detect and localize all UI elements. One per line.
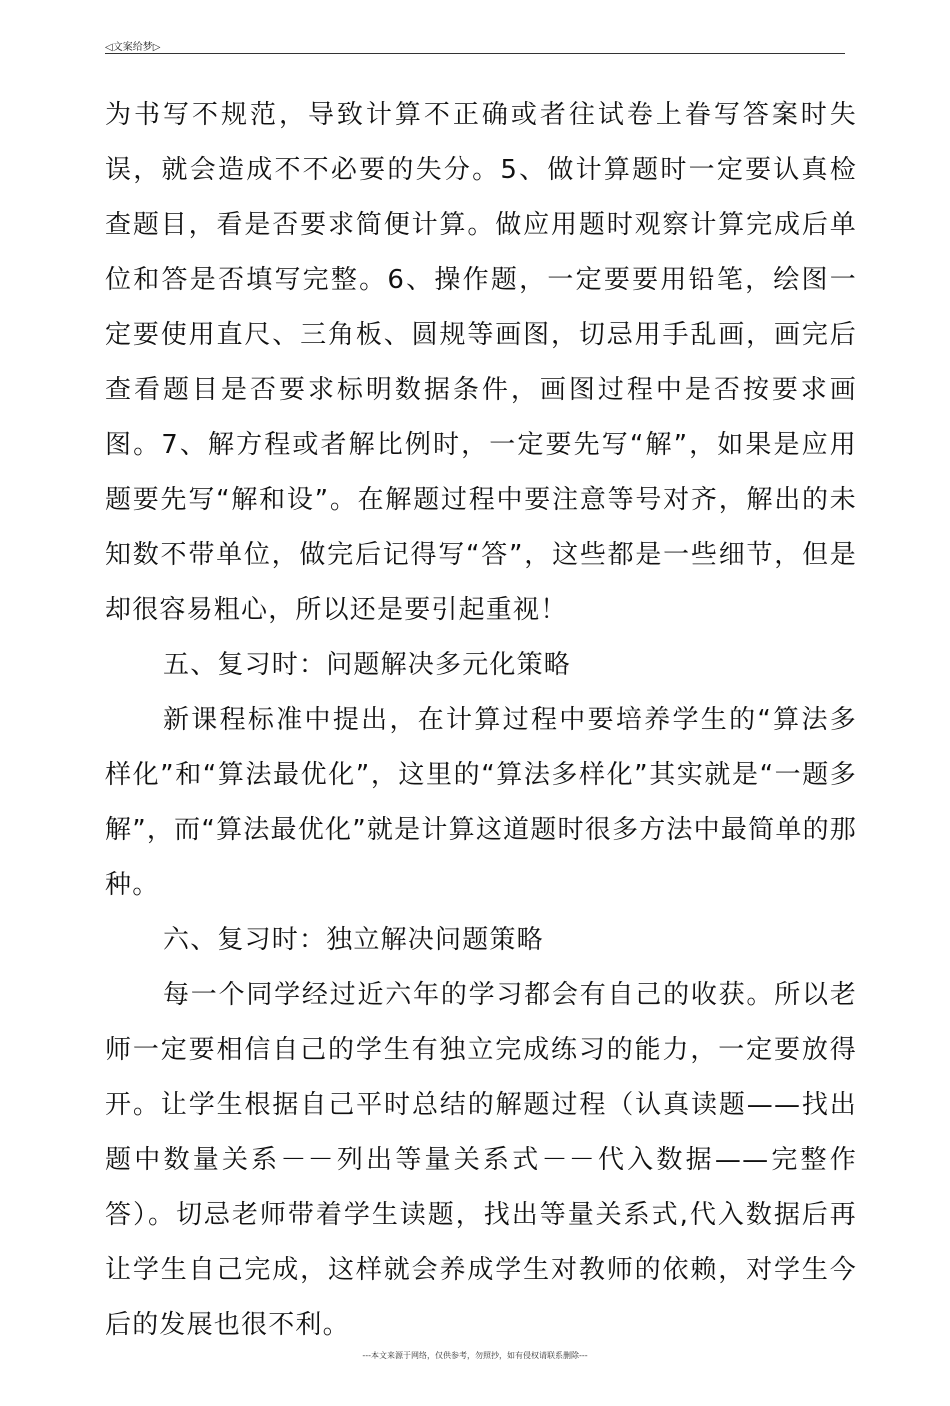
section-heading-five: 五、复习时：问题解决多元化策略 (163, 650, 572, 680)
header-divider (105, 53, 845, 54)
paragraph-independent-solving: 每一个同学经过近六年的学习都会有自己的收获。所以老师一定要相信自己的学生有独立完成练习的能力，一定要放得开。让学生根据自己平时总结的解题过程（认真读题——找出题中数量关系－－列出等量关系式－－代入数据——完整作答）。切忌老师带着学生读题，找出等量关系式,代入数据后再让学生自己完成，这样就会养成学生对教师的依赖，对学生今后的发展也很不利。 (105, 980, 857, 1340)
page-footer: ---本文来源于网络，仅供参考，勿照抄，如有侵权请联系删除--- (362, 1351, 588, 1360)
document-body (105, 88, 857, 1353)
paragraph-algorithm-diversity: 新课程标准中提出，在计算过程中要培养学生的“算法多样化”和“算法最优化”，这里的“算法多样化”其实就是“一题多解”，而“算法最优化”就是计算这道题时很多方法中最简单的那种。 (105, 705, 857, 900)
section-heading-six: 六、复习时：独立解决问题策略 (163, 925, 544, 955)
page-header: ◁文案给梦▷ (105, 42, 161, 53)
paragraph-tips-continued: 为书写不规范，导致计算不正确或者往试卷上眷写答案时失误，就会造成不不必要的失分。5、做计算题时一定要认真检查题目，看是否要求简便计算。做应用题时观察计算完成后单位和答是否填写完整。6、操作题，一定要要用铅笔，绘图一定要使用直尺、三角板、圆规等画图，切忌用手乱画，画完后查看题目是否要求标明数据条件，画图过程中是否按要求画图。7、解方程或者解比例时，一定要先写“解”，如果是应用题要先写“解和设”。在解题过程中要注意等号对齐，解出的未知数不带单位，做完后记得写“答”，这些都是一些细节，但是却很容易粗心，所以还是要引起重视！ (105, 100, 857, 625)
